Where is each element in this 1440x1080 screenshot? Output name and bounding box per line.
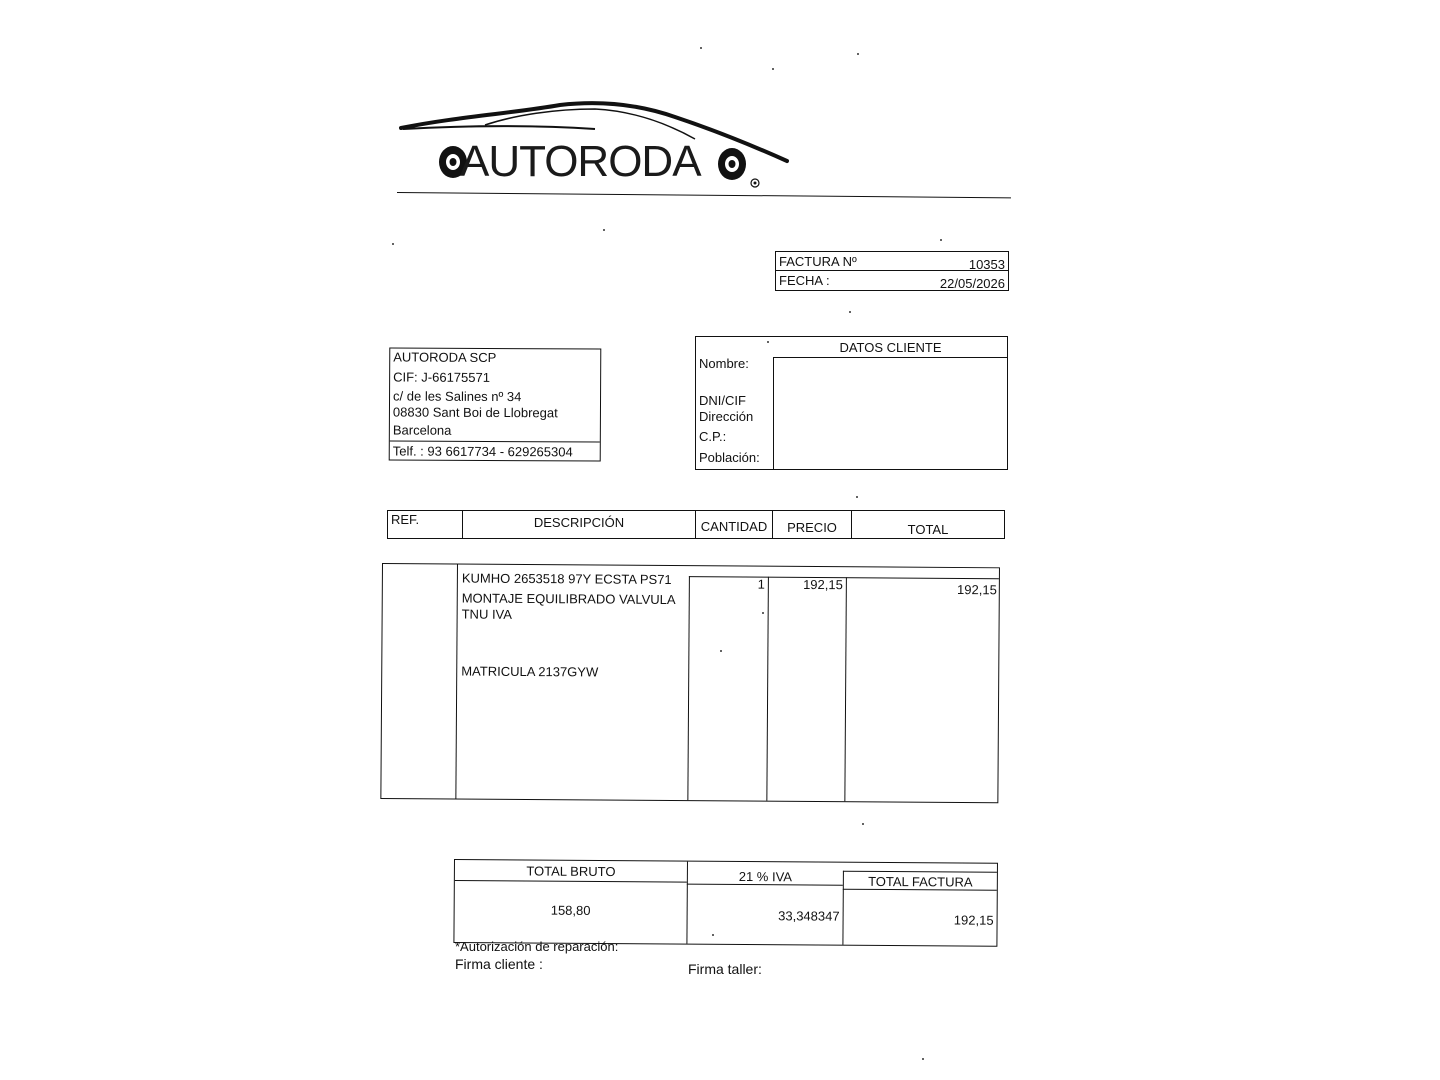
total-bruto-value: 158,80	[550, 902, 591, 918]
totals-table	[453, 859, 998, 947]
item-total: 192,15	[957, 582, 997, 598]
invoice-date-label: FECHA :	[779, 273, 830, 288]
iva-label: 21 % IVA	[738, 868, 793, 885]
item-desc-line-1: KUMHO 2653518 97Y ECSTA PS71	[461, 570, 672, 588]
invoice-info-box	[775, 251, 1009, 291]
registered-mark-icon	[750, 178, 760, 188]
wheel-right-icon	[716, 146, 748, 182]
client-name-label: Nombre:	[699, 356, 749, 371]
item-desc-line-2: MONTAJE EQUILIBRADO VALVULA	[461, 590, 676, 608]
total-bruto-label: TOTAL BRUTO	[526, 863, 616, 880]
total-factura-value: 192,15	[953, 912, 994, 928]
table-row	[383, 564, 999, 622]
company-phone: Telf. : 93 6617734 - 629265304	[392, 443, 573, 460]
client-city-label: Población:	[699, 450, 760, 465]
shop-signature-label: Firma taller:	[688, 961, 762, 977]
vehicle-plate: MATRICULA 2137GYW	[461, 663, 599, 680]
invoice-number-label: FACTURA Nº	[779, 254, 857, 269]
total-factura-label: TOTAL FACTURA	[868, 873, 973, 890]
col-price-header: PRECIO	[787, 520, 837, 535]
item-desc-line-3: TNU IVA	[461, 606, 513, 622]
logo-wordmark: AUTORODA	[460, 137, 701, 186]
items-table-header	[387, 510, 1005, 539]
items-table-body	[380, 563, 1000, 803]
col-desc-header: DESCRIPCIÓN	[533, 515, 625, 530]
company-info-box	[389, 347, 602, 461]
client-info-box	[695, 336, 1008, 470]
company-cif: CIF: J-66175571	[393, 369, 491, 385]
col-total-header: TOTAL	[907, 522, 949, 537]
company-postal-city: 08830 Sant Boi de Llobregat	[392, 404, 558, 421]
company-province: Barcelona	[392, 422, 452, 438]
company-name: AUTORODA SCP	[393, 349, 497, 366]
repair-authorization-label: *Autorización de reparación:	[455, 939, 619, 954]
iva-value: 33,348347	[778, 908, 840, 924]
client-signature-label: Firma cliente :	[455, 956, 543, 972]
item-qty: 1	[757, 576, 765, 592]
company-street: c/ de les Salines nº 34	[393, 388, 522, 405]
client-dni-label: DNI/CIF	[699, 393, 746, 408]
col-qty-header: CANTIDAD	[700, 519, 768, 534]
item-price: 192,15	[803, 576, 843, 593]
invoice-number: 10353	[968, 257, 1005, 272]
client-box-title: DATOS CLIENTE	[839, 340, 942, 355]
col-ref-header: REF.	[391, 512, 420, 527]
client-address-label: Dirección	[699, 409, 754, 424]
client-cp-label: C.P.:	[699, 429, 727, 444]
invoice-date: 22/05/2026	[939, 276, 1005, 291]
